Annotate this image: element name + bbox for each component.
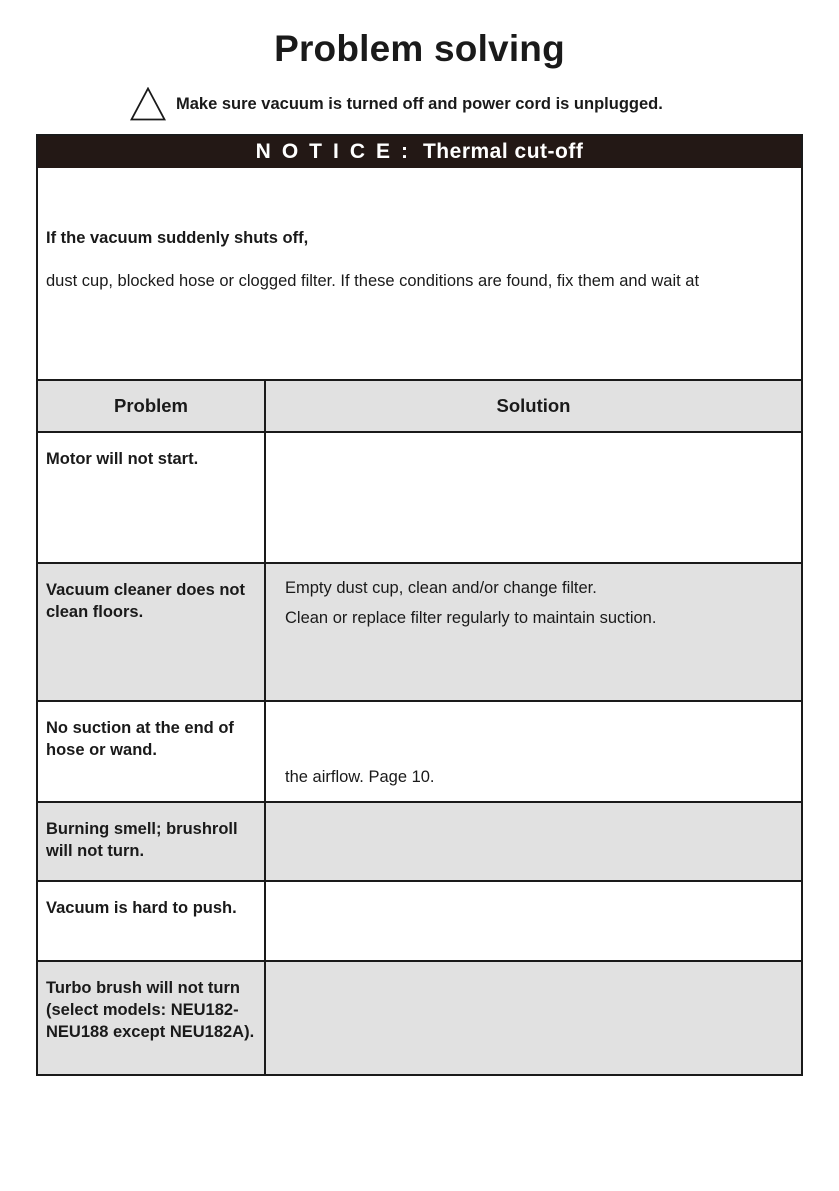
warning-text: Make sure vacuum is turned off and power cord is unplugged. (176, 94, 663, 113)
solution-cell (266, 564, 801, 700)
table-row (38, 702, 801, 803)
solution-cell (266, 702, 801, 801)
notice-bold-line: If the vacuum suddenly shuts off, (46, 229, 309, 247)
table-row (38, 433, 801, 564)
notice-header (38, 136, 801, 168)
solution-column-header: Solution (496, 395, 571, 416)
table-row (38, 564, 801, 702)
problem-cell: Vacuum cleaner does not clean floors. (38, 564, 266, 700)
problem-solving-table (36, 134, 803, 1076)
solution-line: Clean or replace filter regularly to maintain suction. (285, 609, 657, 627)
table-row (38, 882, 801, 962)
table-row (38, 962, 801, 1074)
problem-cell: Vacuum is hard to push. (38, 882, 266, 960)
notice-body-line: dust cup, blocked hose or clogged filter. If these conditions are found, fix them and wait at (46, 272, 700, 290)
notice-body (38, 168, 801, 381)
page-title: Problem solving (274, 28, 565, 69)
solution-cell (266, 962, 801, 1074)
warning-triangle-icon (130, 87, 166, 121)
table-header-row (38, 381, 801, 433)
solution-cell (266, 433, 801, 562)
solution-cell (266, 803, 801, 880)
table-row (38, 803, 801, 882)
solution-line: Empty dust cup, clean and/or change filter. (285, 579, 597, 597)
notice-subtitle: Thermal cut-off (422, 140, 584, 163)
problem-column-header: Problem (38, 381, 266, 431)
problem-cell: Turbo brush will not turn (select models: NEU182-NEU188 except NEU182A). (38, 962, 266, 1074)
warning-notice (130, 86, 663, 122)
problem-cell: No suction at the end of hose or wand. (38, 702, 266, 801)
notice-word: NOTICE: (255, 140, 419, 163)
problem-cell: Burning smell; brushroll will not turn. (38, 803, 266, 880)
solution-line: the airflow. Page 10. (285, 768, 435, 786)
solution-cell (266, 882, 801, 960)
problem-cell: Motor will not start. (38, 433, 266, 562)
